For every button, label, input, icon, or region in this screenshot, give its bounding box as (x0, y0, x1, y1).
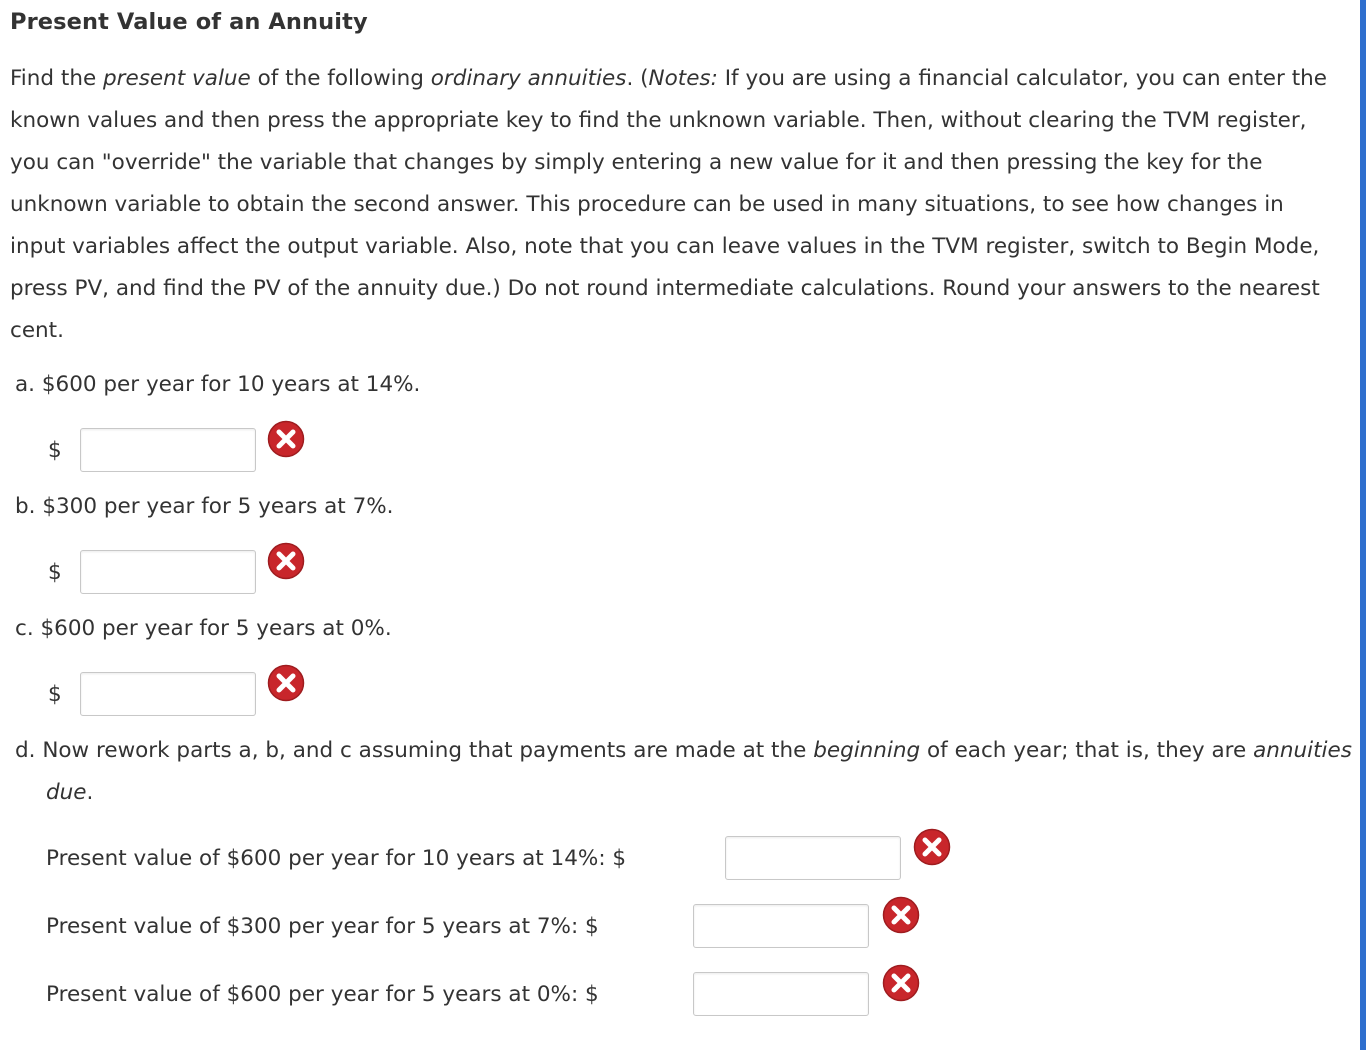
intro-text-3: . ( (626, 66, 649, 91)
incorrect-x-icon (881, 895, 921, 935)
intro-text-1: Find the (10, 66, 104, 91)
part-c-currency: $ (48, 682, 62, 707)
incorrect-x-icon (266, 541, 306, 581)
page-title: Present Value of an Annuity (10, 9, 368, 35)
part-b-currency: $ (48, 560, 62, 585)
part-d-text-1: d. Now rework parts a, b, and c assuming that payments are made at the (15, 738, 814, 763)
part-a-answer-input[interactable] (80, 428, 256, 472)
incorrect-x-icon (266, 663, 306, 703)
part-d-text-2: of each year; that is, they are (920, 738, 1254, 763)
part-d-row-3-label: Present value of $600 per year for 5 years at 0%: $ (46, 982, 599, 1007)
incorrect-x-icon (266, 419, 306, 459)
part-d-row-2-answer-input[interactable] (693, 904, 869, 948)
question-instructions (10, 58, 1345, 352)
part-d-emphasis-annuities-due: annuities due (46, 738, 1352, 805)
part-d-row-3-answer-input[interactable] (693, 972, 869, 1016)
intro-text-4: If you are using a financial calculator, you can enter the known values and then press the appropriate key to find the unknown variable. Then, without clearing the TVM register, you can "override" the variable that changes by simply entering a new value for it and then pressing the key for the unknown variable to obtain the second answer. This procedure can be used in many situations, to see how changes in input variables affect the output variable. Also, note that you can leave values in the TVM register, switch to Begin Mode, press PV, and find the PV of the annuity due.) Do not round intermediate calculations. Round your answers to the nearest cent. (10, 66, 1327, 343)
intro-emphasis-present-value: present value (103, 66, 251, 91)
part-d-label (15, 730, 1366, 814)
part-c-label: c. $600 per year for 5 years at 0%. (15, 616, 392, 641)
intro-emphasis-notes: Notes: (648, 66, 718, 91)
incorrect-x-icon (912, 827, 952, 867)
incorrect-x-icon (881, 963, 921, 1003)
part-c-answer-input[interactable] (80, 672, 256, 716)
intro-emphasis-ordinary-annuities: ordinary annuities (430, 66, 627, 91)
part-d-row-1-label: Present value of $600 per year for 10 years at 14%: $ (46, 846, 627, 871)
part-a-currency: $ (48, 438, 62, 463)
part-d-emphasis-beginning: beginning (813, 738, 921, 763)
part-b-label: b. $300 per year for 5 years at 7%. (15, 494, 394, 519)
part-d-row-1-answer-input[interactable] (725, 836, 901, 880)
part-d-row-2-label: Present value of $300 per year for 5 years at 7%: $ (46, 914, 599, 939)
part-d-text-3: . (86, 780, 94, 805)
intro-text-2: of the following (250, 66, 431, 91)
page-right-border (1360, 0, 1366, 1050)
part-b-answer-input[interactable] (80, 550, 256, 594)
part-a-label: a. $600 per year for 10 years at 14%. (15, 372, 421, 397)
